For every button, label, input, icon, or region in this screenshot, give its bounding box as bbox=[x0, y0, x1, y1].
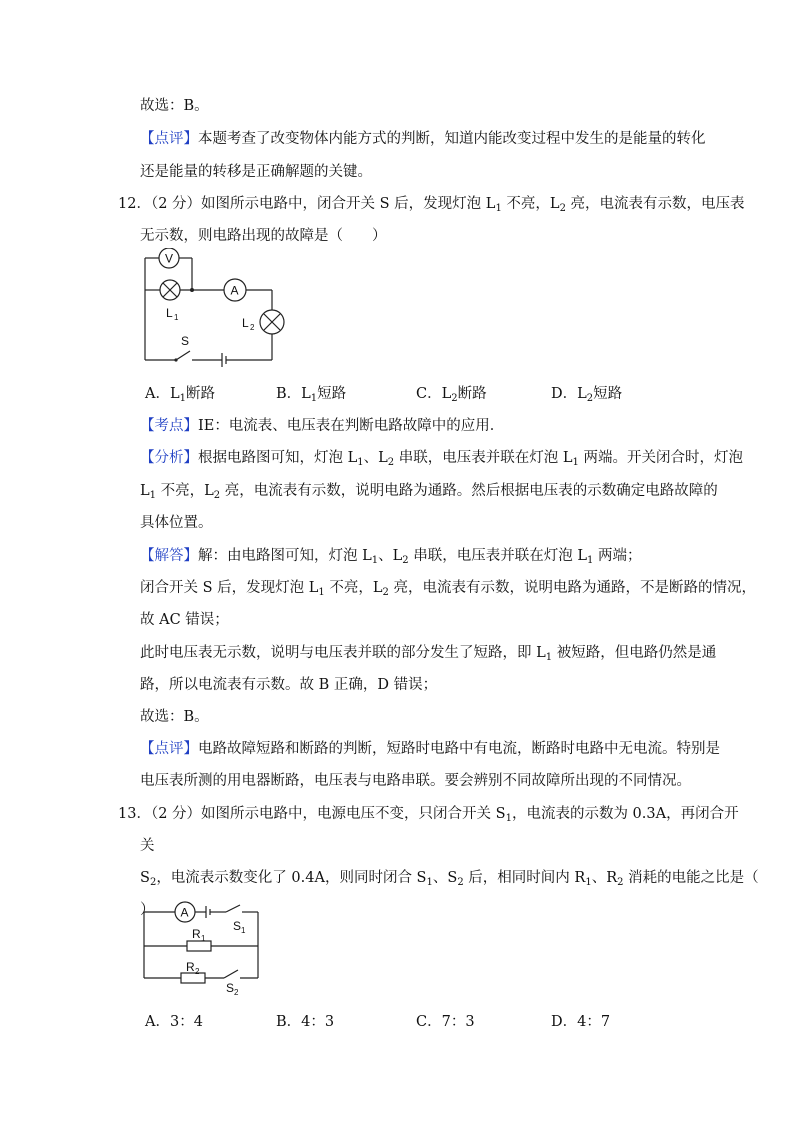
r2-label: R bbox=[186, 960, 195, 974]
answer-line: 故选：B。 bbox=[140, 98, 209, 114]
r2-label-sub: 2 bbox=[195, 967, 200, 976]
q12-solution-line-1: 【解答】解：由电路图可知，灯泡 $L_1$、$L_2$ 串联，电压表并联在灯泡 $L_1$ 两端； bbox=[140, 548, 642, 566]
q12-analysis-line-2: $L_1$ 不亮，$L_2$ 亮，电流表有示数，说明电路为通路。然后根据电压表的示数确定电路故障的 bbox=[140, 483, 718, 501]
q13-option-c: C．7：3 bbox=[416, 1014, 475, 1030]
comment-line-2: 还是能量的转移是正确解题的关键。 bbox=[140, 164, 372, 180]
q12-point-line: 【考点】IE：电流表、电压表在判断电路故障中的应用． bbox=[140, 418, 505, 434]
s2-label-sub: 2 bbox=[234, 988, 239, 996]
q12-analysis-line-1: 【分析】根据电路图可知，灯泡 $L_1$、$L_2$ 串联，电压表并联在灯泡 $L_1$ 两端。开关闭合时，灯泡 bbox=[140, 450, 743, 468]
q12-option-d: D．$L_2$短路 bbox=[551, 386, 623, 404]
q12-solution-line-6: 故选：B。 bbox=[140, 709, 209, 725]
r1-label-sub: 1 bbox=[201, 934, 206, 943]
switch-label: S bbox=[181, 334, 190, 348]
s1-label: S bbox=[233, 919, 242, 933]
comment-text: 本题考查了改变物体内能方式的判断，知道内能改变过程中发生的是能量的转化 bbox=[198, 131, 706, 147]
q13-option-b: B．4：3 bbox=[276, 1014, 335, 1030]
q12-solution-line-3: 故 AC 错误； bbox=[140, 612, 229, 628]
q12-solution-line-5: 路，所以电流表有示数。故 B 正确，D 错误； bbox=[140, 677, 438, 693]
q12-circuit-diagram bbox=[138, 248, 298, 370]
q12-option-c: C．$L_2$断路 bbox=[416, 386, 487, 404]
ammeter-label: A bbox=[230, 283, 239, 298]
l2-label-sub: 2 bbox=[250, 323, 255, 332]
q13-stem-line-3: $S_2$，电流表示数变化了 0.4A，则同时闭合 $S_1$、$S_2$ 后，相同时间内 $R_1$、$R_2$ 消耗的电能之比是（ bbox=[140, 870, 759, 888]
q12-comment-line-2: 电压表所测的用电器断路，电压表与电路串联。要会辨别不同故障所出现的不同情况。 bbox=[140, 773, 691, 789]
q12-stem-line-1: 12．（2 分）如图所示电路中，闭合开关 S 后，发现灯泡 $L_1$ 不亮，$L_2$ 亮，电流表有示数，电压表 bbox=[118, 196, 745, 214]
resistor-r1-icon bbox=[187, 941, 211, 951]
q13-option-d: D．4：7 bbox=[551, 1014, 611, 1030]
q12-comment-line-1: 【点评】电路故障短路和断路的判断，短路时电路中有电流，断路时电路中无电流。特别是 bbox=[140, 741, 720, 757]
q12-option-b: B．$L_1$短路 bbox=[276, 386, 347, 404]
voltmeter-label: V bbox=[165, 251, 174, 266]
q13-option-a: A．3：4 bbox=[145, 1014, 203, 1030]
q13-circuit-diagram bbox=[140, 898, 265, 996]
q13-stem-line-1: 13．（2 分）如图所示电路中，电源电压不变，只闭合开关 $S_1$，电流表的示数为 0.3A，再闭合开 bbox=[118, 806, 739, 824]
s1-label-sub: 1 bbox=[241, 926, 246, 935]
q13-stem-line-2: 关 bbox=[140, 838, 155, 854]
comment-line-1 bbox=[140, 129, 706, 149]
l1-label-sub: 1 bbox=[174, 313, 179, 322]
q12-solution-line-2: 闭合开关 S 后，发现灯泡 $L_1$ 不亮，$L_2$ 亮，电流表有示数，说明电路为通路，不是断路的情况， bbox=[140, 580, 756, 598]
q12-analysis-line-3: 具体位置。 bbox=[140, 515, 213, 531]
q12-solution-line-4: 此时电压表无示数，说明与电压表并联的部分发生了短路，即 $L_1$ 被短路，但电路仍然是通 bbox=[140, 645, 717, 663]
r1-label: R bbox=[192, 927, 201, 941]
s2-label: S bbox=[226, 981, 235, 995]
l1-label: L bbox=[166, 306, 173, 320]
q13-stem-line-4: ） bbox=[140, 902, 155, 918]
l2-label: L bbox=[242, 316, 249, 330]
q12-stem-line-2: 无示数，则电路出现的故障是（ ） bbox=[140, 228, 387, 244]
resistor-r2-icon bbox=[181, 973, 205, 983]
q12-option-a: A．$L_1$断路 bbox=[145, 386, 215, 404]
ammeter-label: A bbox=[180, 905, 189, 920]
comment-tag: 【点评】 bbox=[140, 131, 198, 147]
